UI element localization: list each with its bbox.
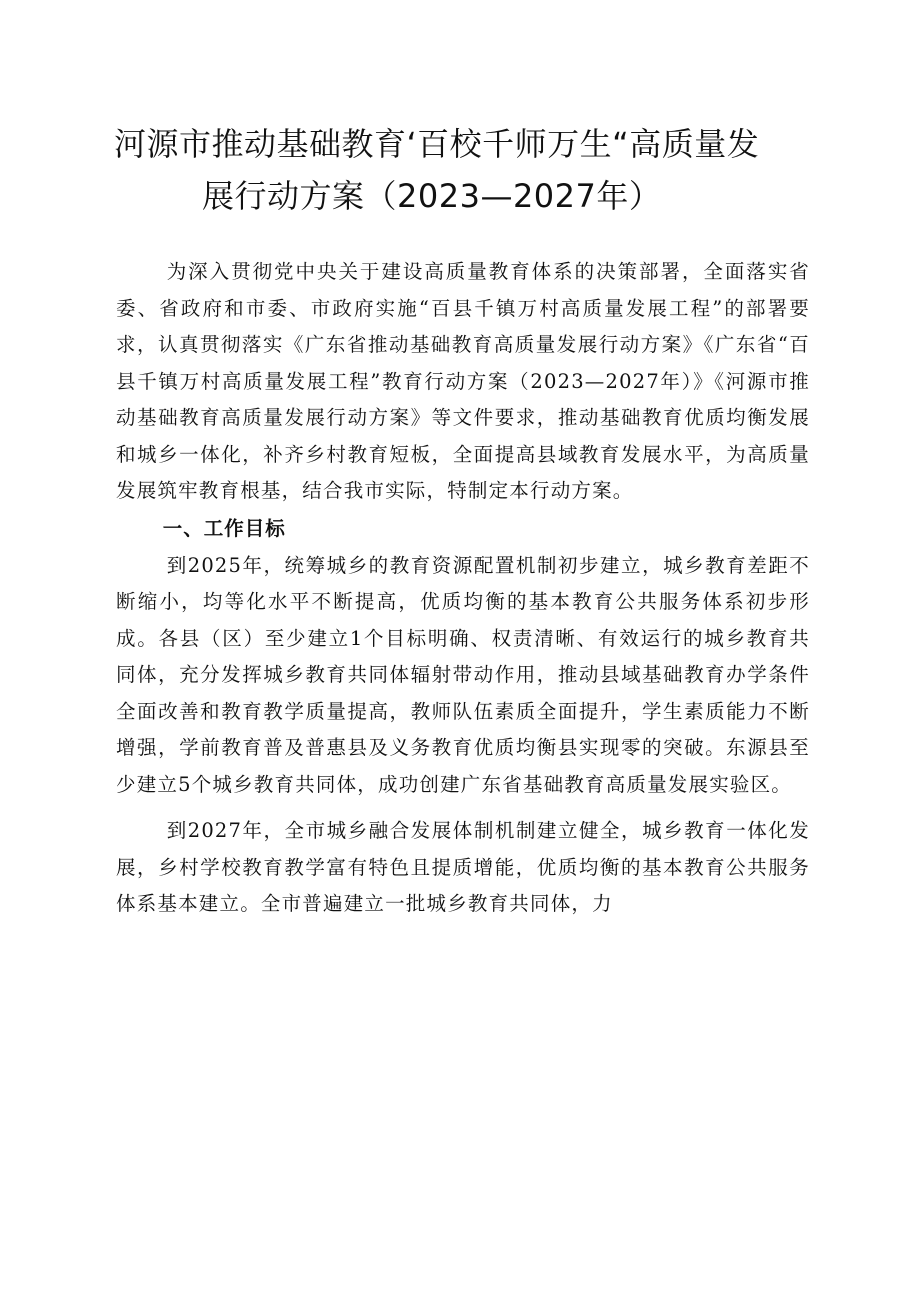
document-body — [116, 254, 810, 923]
goal-2025-paragraph: 到2025年，统筹城乡的教育资源配置机制初步建立，城乡教育差距不断缩小，均等化水平不断提高，优质均衡的基本教育公共服务体系初步形成。各县（区）至少建立1个目标明确、权责清晰、有效运行的城乡教育共同体，充分发挥城乡教育共同体辐射带动作用，推动县域基础教育办学条件全面改善和教育教学质量提高，教师队伍素质全面提升，学生素质能力不断增强，学前教育普及普惠县及义务教育优质均衡县实现零的突破。东源县至少建立5个城乡教育共同体，成功创建广东省基础教育高质量发展实验区。 — [116, 553, 810, 796]
document-title — [114, 118, 814, 222]
goal-2027-paragraph: 到2027年，全市城乡融合发展体制机制建立健全，城乡教育一体化发展，乡村学校教育教学富有特色且提质增能，优质均衡的基本教育公共服务体系基本建立。全市普遍建立一批城乡教育共同体，力 — [116, 819, 810, 915]
section-heading-work-goals: 一、工作目标 — [162, 516, 286, 540]
title-line-1: 河源市推动基础教育‘百校千师万生“高质量发 — [114, 125, 760, 163]
intro-paragraph: 为深入贯彻党中央关于建设高质量教育体系的决策部署，全面落实省委、省政府和市委、市政府实施“百县千镇万村高质量发展工程”的部署要求，认真贯彻落实《广东省推动基础教育高质量发展行动方案》《广东省“百县千镇万村高质量发展工程”教育行动方案（2023—2027年）》《河源市推动基础教育高质量发展行动方案》等文件要求，推动基础教育优质均衡发展和城乡一体化，补齐乡村教育短板，全面提高县域教育发展水平，为高质量发展筑牢教育根基，结合我市实际，特制定本行动方案。 — [116, 260, 810, 502]
title-line-2: 展行动方案（2023—2027年） — [202, 177, 662, 215]
